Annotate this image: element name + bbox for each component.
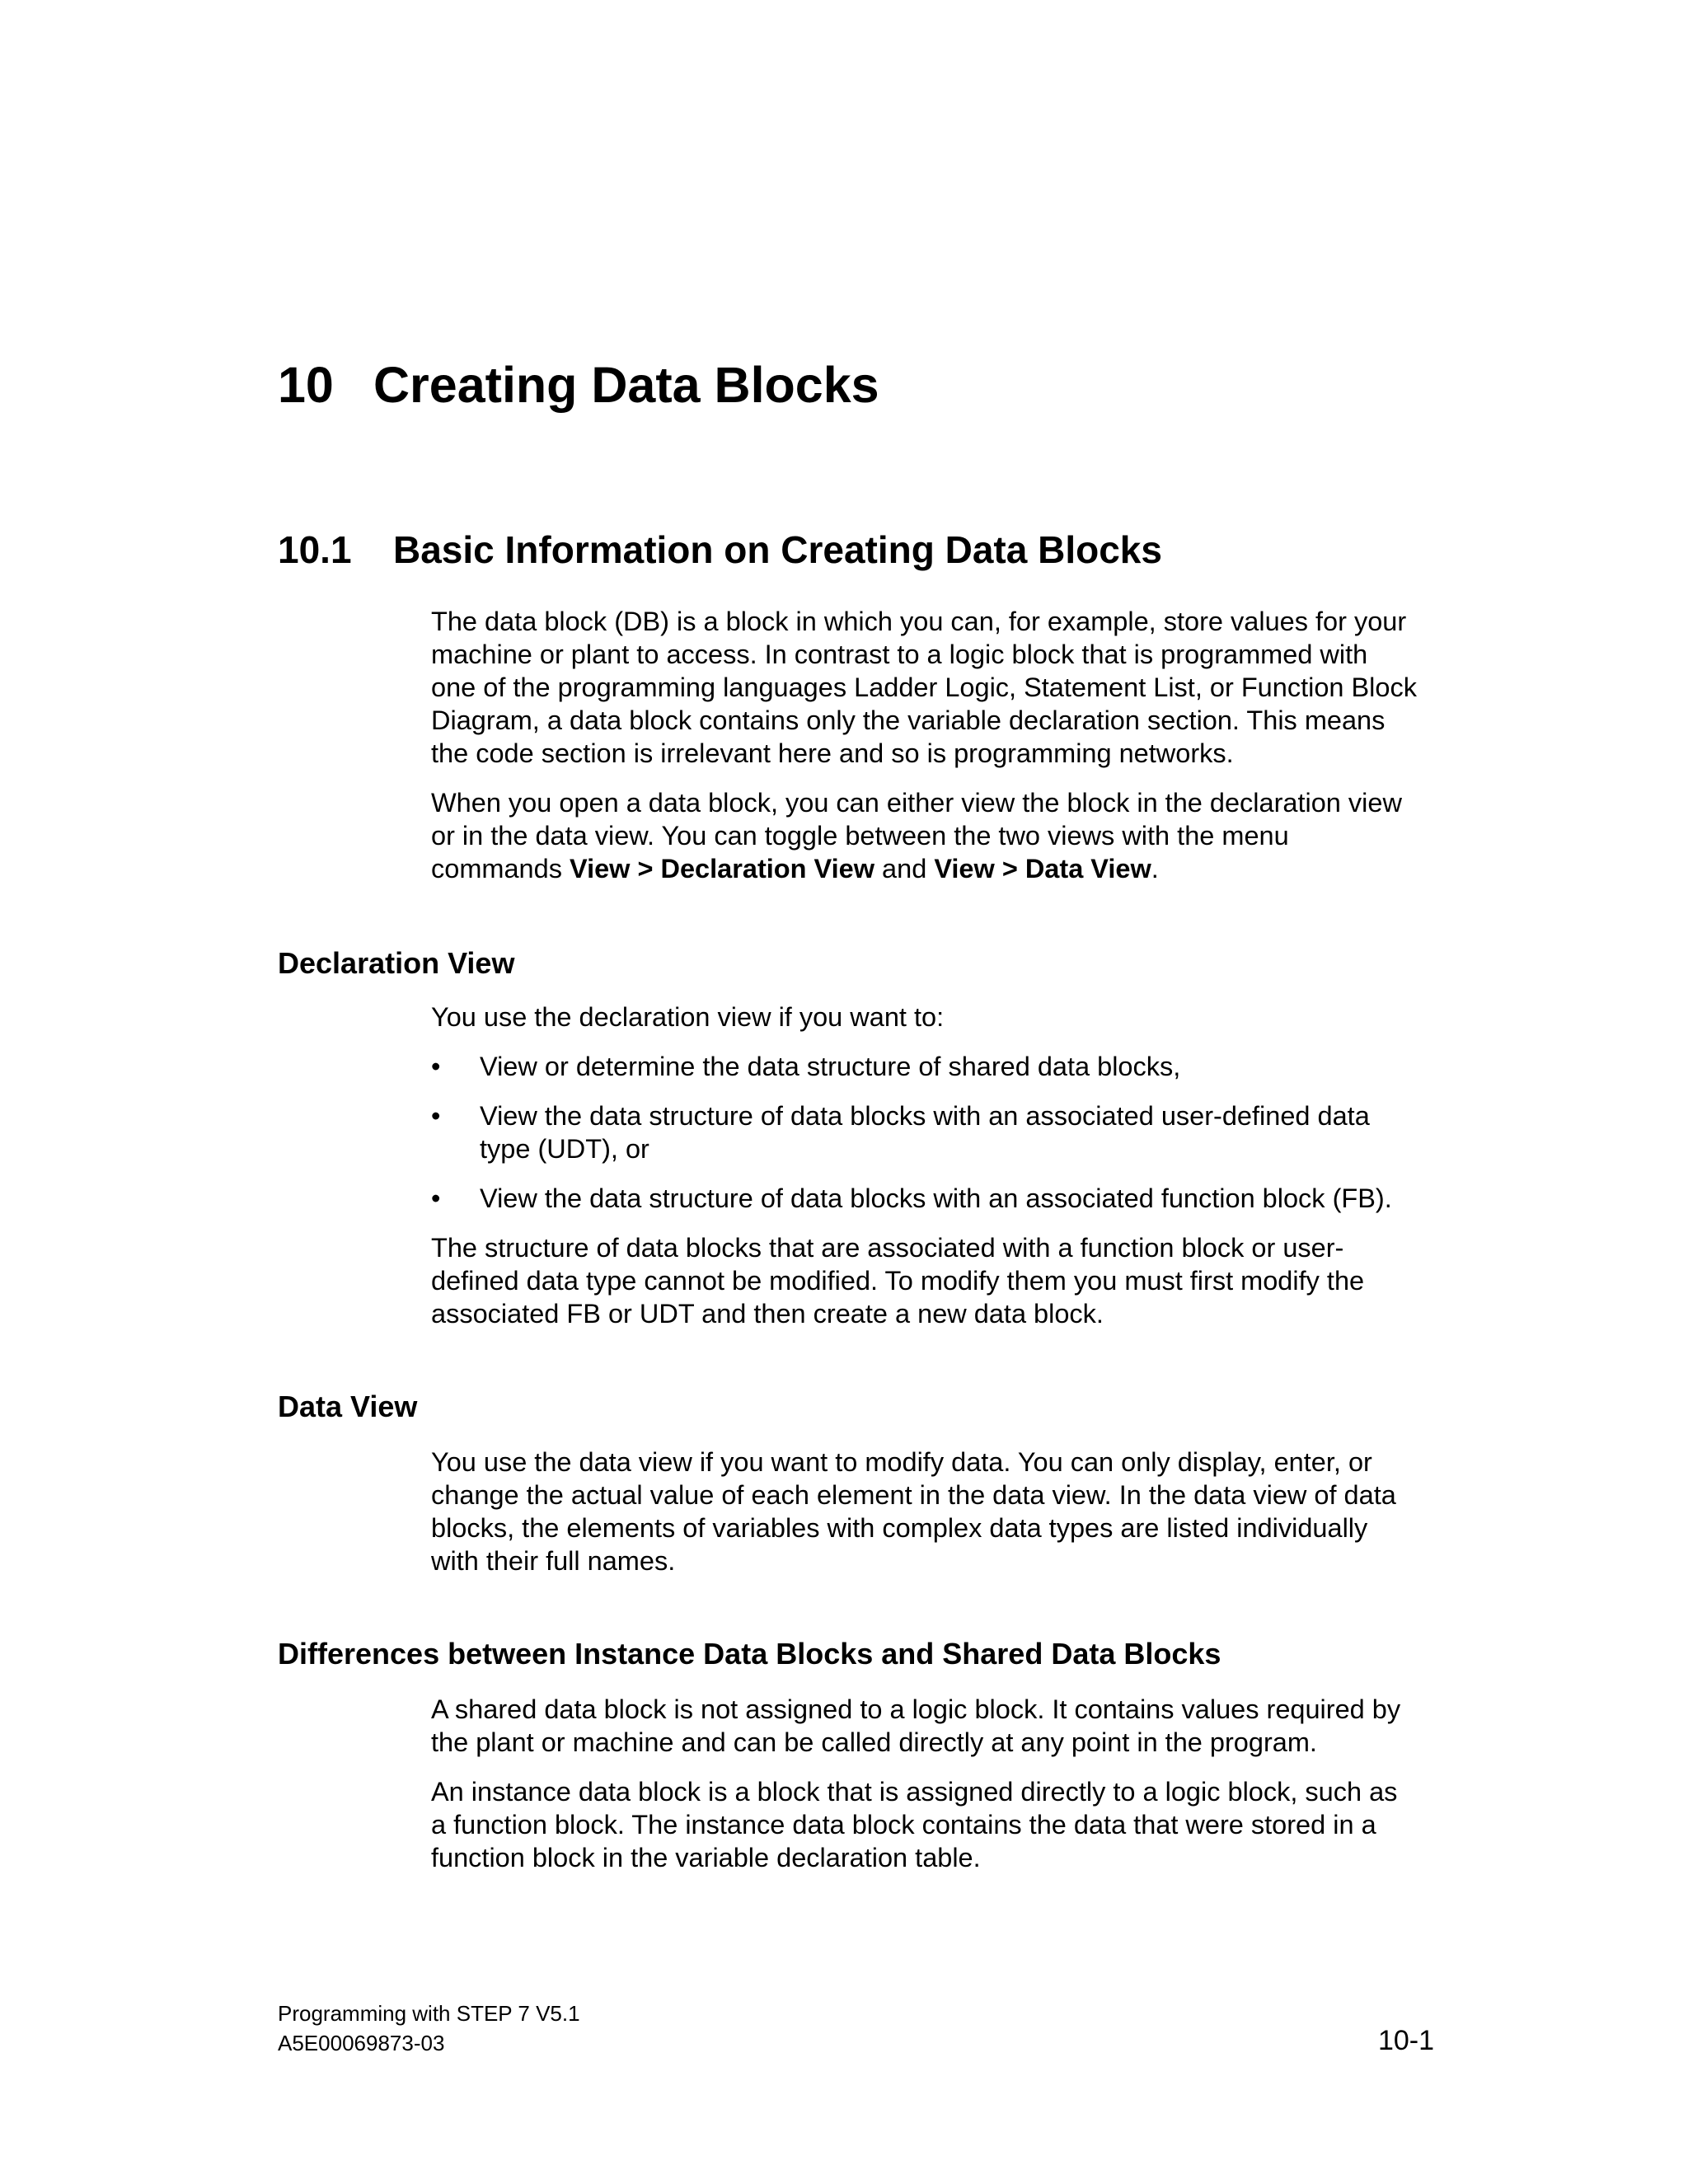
text-line: associated FB or UDT and then create a new data block.: [431, 1299, 1104, 1329]
footer-manual-title: Programming with STEP 7 V5.1: [278, 2001, 580, 2026]
differences-heading: Differences between Instance Data Blocks and Shared Data Blocks: [278, 1637, 1221, 1671]
text-fragment: .: [1151, 854, 1159, 883]
text-line: Diagram, a data block contains only the variable declaration section. This means: [431, 705, 1386, 735]
menu-command-declaration-view: View > Declaration View: [569, 854, 875, 883]
declaration-view-bullet-list: [431, 1050, 1445, 1215]
list-item: [431, 1099, 1445, 1165]
intro-paragraph-2: [431, 786, 1445, 885]
menu-command-data-view: View > Data View: [934, 854, 1151, 883]
text-line: You use the declaration view if you want to:: [431, 1002, 945, 1032]
chapter-number: 10: [278, 357, 334, 413]
text-line: the plant or machine and can be called directly at any point in the program.: [431, 1727, 1317, 1757]
text-line: with their full names.: [431, 1546, 676, 1576]
declaration-view-note: [431, 1231, 1445, 1330]
section-number: 10.1: [278, 528, 352, 571]
text-line: the code section is irrelevant here and so is programming networks.: [431, 738, 1234, 768]
text-fragment: commands: [431, 854, 570, 883]
text-line: one of the programming languages Ladder Logic, Statement List, or Function Block: [431, 673, 1417, 702]
text-line: You use the data view if you want to modify data. You can only display, enter, or: [431, 1447, 1372, 1477]
text-line: or in the data view. You can toggle between the two views with the menu: [431, 821, 1289, 851]
text-line: type (UDT), or: [480, 1134, 649, 1164]
chapter-title: [278, 356, 879, 414]
text-line: The structure of data blocks that are associated with a function block or user-: [431, 1233, 1344, 1263]
declaration-view-heading: Declaration View: [278, 946, 515, 980]
footer-doc-id: A5E00069873-03: [278, 2031, 445, 2055]
text-fragment: and: [874, 854, 935, 883]
list-item: [431, 1050, 1445, 1083]
chapter-title-text: Creating Data Blocks: [373, 357, 879, 413]
text-line: An instance data block is a block that is assigned directly to a logic block, such as: [431, 1777, 1398, 1807]
differences-paragraph-1: [431, 1693, 1445, 1759]
text-line: function block in the variable declaration table.: [431, 1843, 981, 1872]
page-number: 10-1: [1377, 2025, 1434, 2056]
text-line: A shared data block is not assigned to a logic block. It contains values required by: [431, 1694, 1401, 1724]
list-item: [431, 1182, 1445, 1215]
declaration-view-lead: [431, 1001, 1445, 1033]
bullet-icon: •: [431, 1052, 441, 1081]
data-view-heading: Data View: [278, 1390, 418, 1423]
text-line: View or determine the data structure of shared data blocks,: [480, 1052, 1181, 1081]
text-line: a function block. The instance data block contains the data that were stored in a: [431, 1810, 1376, 1840]
intro-paragraph-1: [431, 605, 1445, 770]
bullet-icon: •: [431, 1101, 441, 1131]
section-title: [278, 527, 1162, 572]
text-line: View the data structure of data blocks with an associated user-defined data: [480, 1101, 1370, 1131]
text-line: blocks, the elements of variables with complex data types are listed individually: [431, 1513, 1368, 1543]
text-line: defined data type cannot be modified. To modify them you must first modify the: [431, 1266, 1365, 1296]
data-view-paragraph: [431, 1446, 1445, 1577]
text-line: View the data structure of data blocks with an associated function block (FB).: [480, 1183, 1392, 1213]
text-line: The data block (DB) is a block in which you can, for example, store values for your: [431, 607, 1407, 636]
bullet-icon: •: [431, 1183, 441, 1213]
footer: [278, 1999, 580, 2058]
text-line: change the actual value of each element in the data view. In the data view of data: [431, 1480, 1396, 1510]
text-line: When you open a data block, you can either view the block in the declaration view: [431, 788, 1402, 818]
section-title-text: Basic Information on Creating Data Blocks: [393, 528, 1162, 571]
differences-paragraph-2: [431, 1775, 1445, 1874]
text-line: machine or plant to access. In contrast to a logic block that is programmed with: [431, 640, 1368, 669]
text-line: [431, 852, 1445, 885]
